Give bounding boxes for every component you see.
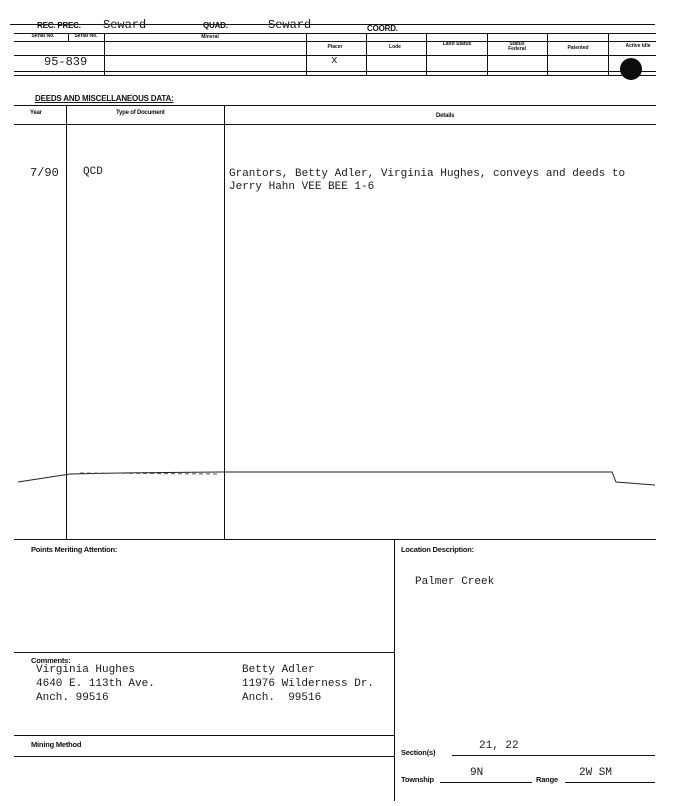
col-status-federal: Status Federal — [508, 41, 526, 52]
col-land-status: Land Status — [442, 41, 472, 47]
serial-value: 95-839 — [44, 55, 88, 69]
section-value: 21, 22 — [479, 740, 519, 752]
col-mineral: Mineral — [201, 34, 219, 40]
col-serial-no-2: Serial No. — [74, 33, 98, 39]
quad-value: Seward — [268, 18, 312, 32]
deed-details-line2: Jerry Hahn VEE BEE 1-6 — [229, 181, 375, 193]
coord-label: COORD. — [367, 24, 398, 33]
deeds-section-title: DEEDS AND MISCELLANEOUS DATA: — [35, 94, 174, 103]
contact2-address: 11976 Wilderness Dr. — [242, 678, 375, 690]
location-value: Palmer Creek — [415, 576, 495, 588]
points-meriting-label: Points Meriting Attention: — [31, 545, 118, 554]
range-value: 2W SM — [579, 767, 613, 779]
copy-seam-line — [0, 462, 678, 492]
punch-hole-icon — [620, 58, 642, 80]
township-label: Township — [401, 775, 434, 784]
placer-value: x — [331, 55, 338, 67]
col-year: Year — [30, 110, 42, 116]
deed-details-line1: Grantors, Betty Adler, Virginia Hughes, conveys and deeds to — [229, 168, 626, 180]
township-value: 9N — [470, 767, 484, 779]
col-patented: Patented — [567, 45, 589, 51]
col-type: Type of Document — [116, 110, 165, 116]
section-label: Section(s) — [401, 748, 436, 757]
contact2-city: Anch. 99516 — [242, 692, 322, 704]
col-active-idle: Active Idle — [625, 43, 651, 49]
contact2-name: Betty Adler — [242, 664, 315, 676]
col-serial-no: Serial No. — [31, 33, 55, 39]
contact1-address: 4640 E. 113th Ave. — [36, 678, 155, 690]
quad-label: QUAD. — [203, 21, 228, 30]
mining-method-label: Mining Method — [31, 740, 82, 749]
comments-label: Comments: — [31, 656, 71, 665]
col-lode: Lode — [389, 44, 401, 50]
contact1-city: Anch. 99516 — [36, 692, 109, 704]
rec-prec-value: Seward — [103, 18, 147, 32]
deed-type: QCD — [83, 166, 103, 178]
range-label: Range — [536, 775, 558, 784]
contact1-name: Virginia Hughes — [36, 664, 136, 676]
col-details: Details — [436, 113, 455, 119]
col-placer: Placer — [327, 44, 343, 50]
rec-prec-label: REC. PREC. — [37, 21, 81, 30]
location-description-label: Location Description: — [401, 545, 474, 554]
deed-year: 7/90 — [30, 166, 59, 180]
